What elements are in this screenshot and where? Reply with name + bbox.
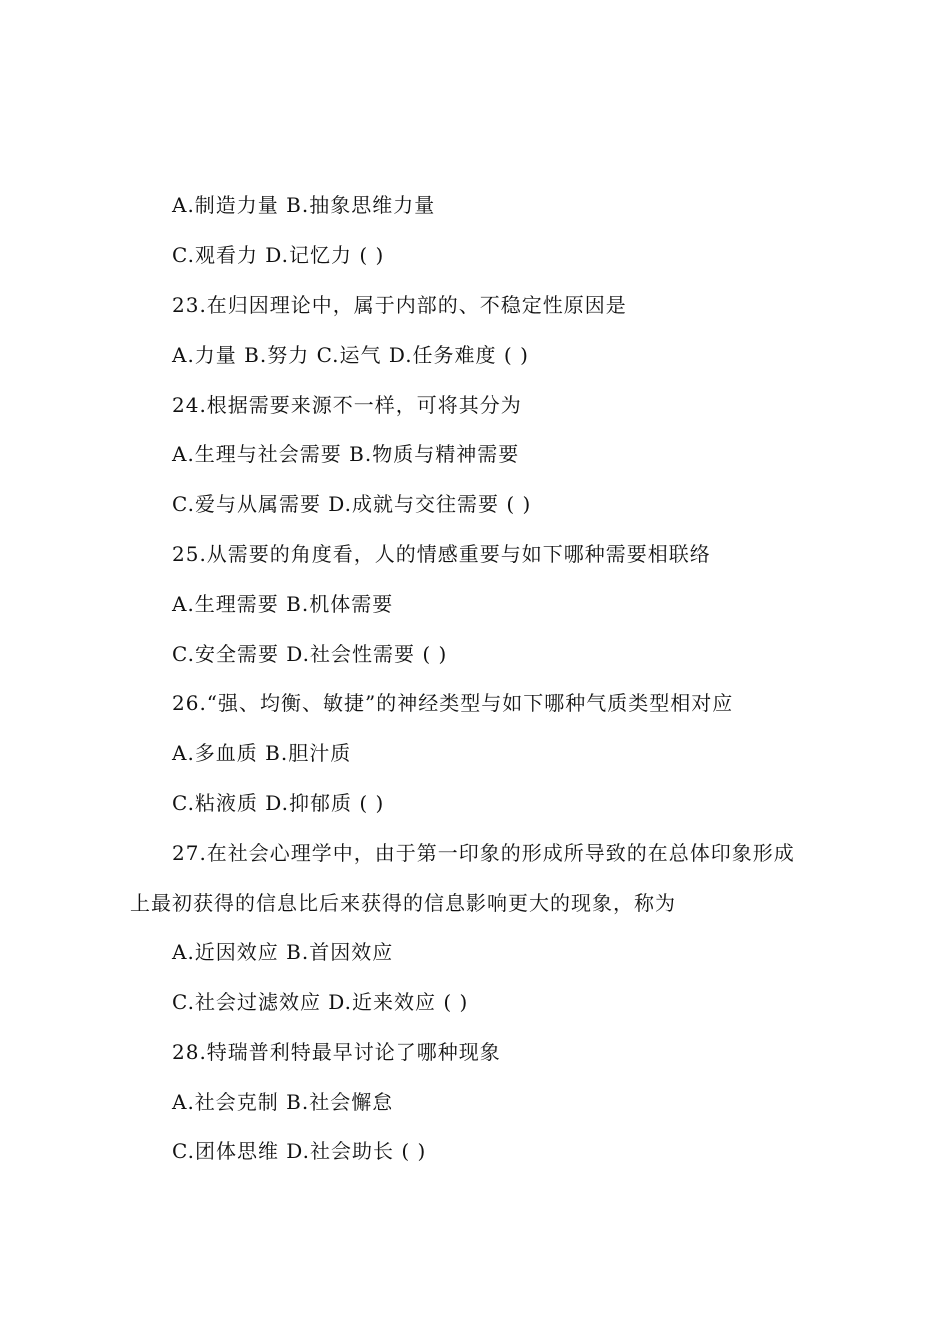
q25-options-ab: A.生理需要 B.机体需要 <box>172 592 394 616</box>
q26-options-cd: C.粘液质 D.抑郁质 ( ) <box>172 791 385 815</box>
q24-options-ab: A.生理与社会需要 B.物质与精神需要 <box>172 442 520 466</box>
q22-options-ab: A.制造力量 B.抽象思维力量 <box>172 193 436 217</box>
q27-question-line1: 27.在社会心理学中，由于第一印象的形成所导致的在总体印象形成 <box>172 841 795 865</box>
q23-question: 23.在归因理论中，属于内部的、不稳定性原因是 <box>172 293 627 317</box>
q26-question: 26.“强、均衡、敏捷”的神经类型与如下哪种气质类型相对应 <box>172 691 734 715</box>
q24-question: 24.根据需要来源不一样，可将其分为 <box>172 393 522 417</box>
q25-question: 25.从需要的角度看，人的情感重要与如下哪种需要相联络 <box>172 542 711 566</box>
q28-options-cd: C.团体思维 D.社会助长 ( ) <box>172 1139 427 1163</box>
q22-options-cd: C.观看力 D.记忆力 ( ) <box>172 243 385 267</box>
q27-question-line2: 上最初获得的信息比后来获得的信息影响更大的现象，称为 <box>130 891 676 915</box>
q25-options-cd: C.安全需要 D.社会性需要 ( ) <box>172 642 448 666</box>
q27-options-cd: C.社会过滤效应 D.近来效应 ( ) <box>172 990 469 1014</box>
q28-options-ab: A.社会克制 B.社会懈怠 <box>172 1090 394 1114</box>
q27-options-ab: A.近因效应 B.首因效应 <box>172 940 394 964</box>
q26-options-ab: A.多血质 B.胆汁质 <box>172 741 352 765</box>
q23-options: A.力量 B.努力 C.运气 D.任务难度 ( ) <box>172 343 529 367</box>
q24-options-cd: C.爱与从属需要 D.成就与交往需要 ( ) <box>172 492 532 516</box>
q28-question: 28.特瑞普利特最早讨论了哪种现象 <box>172 1040 501 1064</box>
